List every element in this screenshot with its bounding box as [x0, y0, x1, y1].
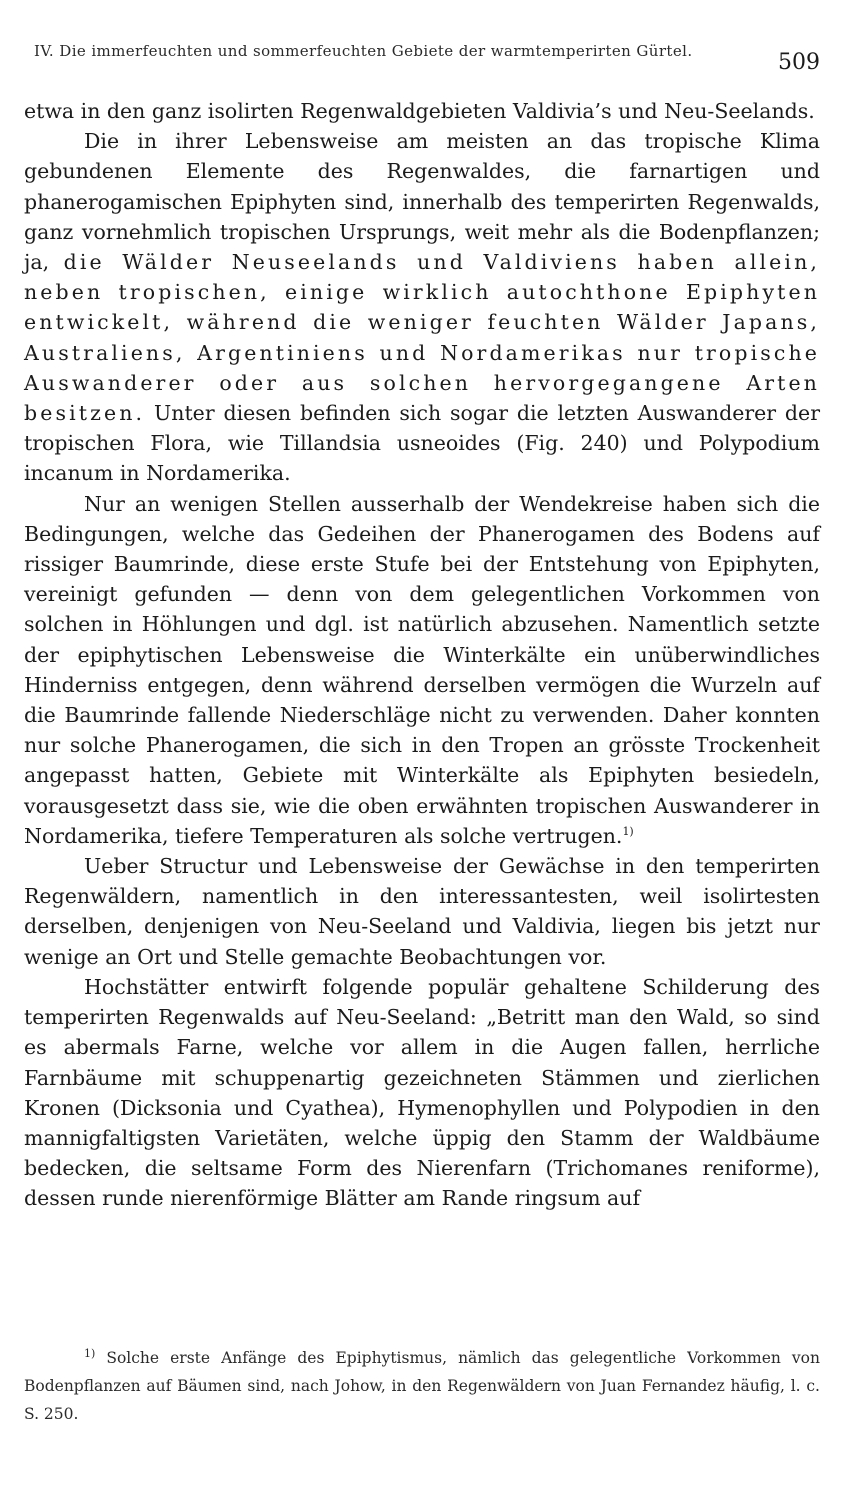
paragraph-1: etwa in den ganz isolirten Regenwaldgebieten Valdivia’s und Neu-Seelands.: [24, 99, 815, 123]
paragraph-5: Hochstätter entwirft folgende populär gehaltene Schilderung des temperirten Regenwalds auf Neu-Seeland: „Betritt man den Wald, so sind es abermals Farne, welche vor allem in die Augen fallen, herrliche Farnbäume mit schuppenartig gezeichneten Stämmen und zierlichen Kronen (Dicksonia und Cyathea), Hymenophyllen und Polypodien in den mannigfaltigsten Varietäten, welche üppig den Stamm der Waldbäume bedecken, die seltsame Form des Nierenfarn (Trichomanes reniforme), dessen runde nierenförmige Blätter am Rande ringsum auf: [24, 974, 820, 1211]
footnote: [24, 1344, 820, 1428]
footnote-paragraph: [24, 1344, 820, 1428]
paragraph-4: Ueber Structur und Lebensweise der Gewächse in den temperirten Regenwäldern, namentlich in den interessantesten, weil isolirtesten derselben, denjenigen von Neu-Seeland und Valdivia, liegen bis jetzt nur wenige an Ort und Stelle gemachte Beobachtungen vor.: [24, 854, 820, 969]
footnote-reference: 1): [622, 825, 634, 839]
paragraph-2-tail: Unter diesen befinden sich sogar die letzten Auswanderer der tropischen Flora, wie Tillandsia usneoides (Fig. 240) und Polypodium incanum in Nordamerika.: [24, 401, 820, 486]
main-text: [24, 96, 820, 1214]
paragraph-2: [24, 126, 820, 488]
paragraph-2-emphasis: die Wälder Neuseelands und Valdiviens haben allein, neben tropischen, einige wirklich autochthone Epiphyten entwickelt, während die weniger feuchten Wälder Japans, Australiens, Argentiniens und Nordamerikas nur tropische Auswanderer oder aus solchen hervorgegangene Arten besitzen.: [24, 250, 820, 426]
footnote-text: Solche erste Anfänge des Epiphytismus, nämlich das gelegentliche Vorkommen von Bodenpflanzen auf Bäumen sind, nach Johow, in den Regenwäldern von Juan Fernandez häufig, l. c. S. 250.: [24, 1349, 820, 1423]
paragraph-3: [24, 489, 820, 851]
paragraph-2-lead: Die in ihrer Lebensweise am meisten an das tropische Klima gebundenen Elemente des Regenwaldes, die farnartigen und phanerogamischen Epiphyten sind, innerhalb des temperirten Regenwalds, ganz vornehmlich tropischen Ursprungs, weit mehr als die Bodenpflanzen; ja,: [24, 129, 820, 275]
running-header: [24, 38, 824, 78]
running-title: IV. Die immerfeuchten und sommerfeuchten Gebiete der warmtemperirten Gürtel.: [34, 42, 693, 60]
page-number: 509: [778, 50, 820, 75]
footnote-marker: 1): [84, 1346, 96, 1360]
paragraph-3-text: Nur an wenigen Stellen ausserhalb der Wendekreise haben sich die Bedingungen, welche das Gedeihen der Phanerogamen des Bodens auf rissiger Baumrinde, diese erste Stufe bei der Entstehung von Epiphyten, vereinigt gefunden — denn von dem gelegentlichen Vorkommen von solchen in Höhlungen und dgl. ist natürlich abzusehen. Namentlich setzte der epiphytischen Lebensweise die Winterkälte ein unüberwindliches Hinderniss entgegen, denn während derselben vermögen die Wurzeln auf die Baumrinde fallende Niederschläge nicht zu verwenden. Daher konnten nur solche Phanerogamen, die sich in den Tropen an grösste Trockenheit angepasst hatten, Gebiete mit Winterkälte als Epiphyten besiedeln, vorausgesetzt dass sie, wie die oben erwähnten tropischen Auswanderer in Nordamerika, tiefere Temperaturen als solche vertrugen.: [24, 491, 820, 848]
